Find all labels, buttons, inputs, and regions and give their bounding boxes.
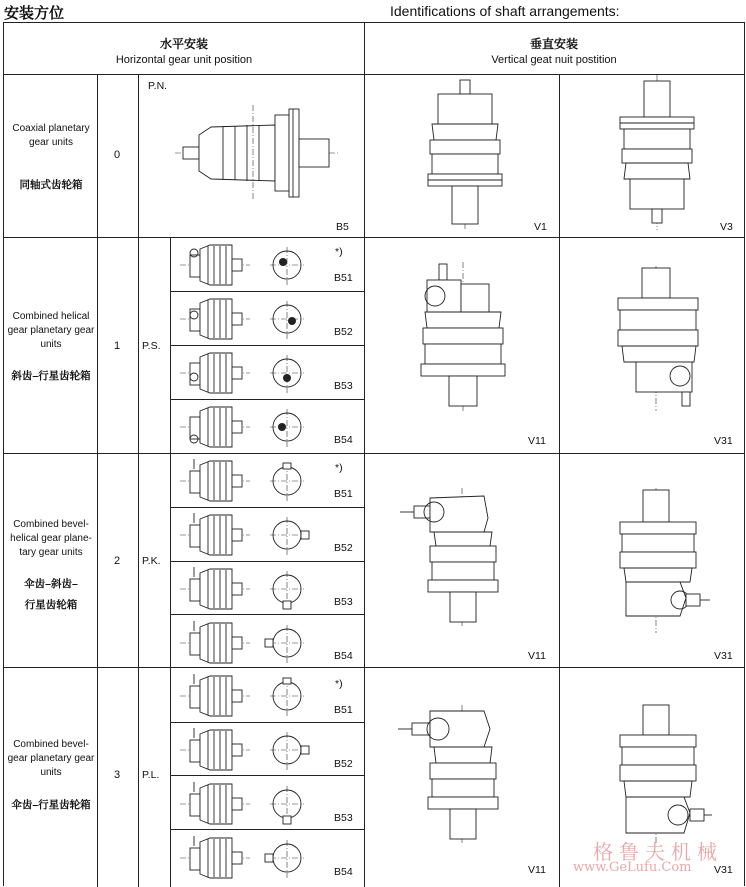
coaxial-vertical-v3-drawing — [612, 75, 702, 230]
position-code: B54 — [334, 434, 353, 446]
position-code: V31 — [714, 650, 733, 662]
horizontal-unit-drawing — [180, 619, 330, 669]
group-name-en: Coaxial planetary gear units — [12, 123, 90, 148]
position-code: B53 — [334, 380, 353, 392]
bevel-vertical-v31-drawing — [610, 705, 720, 845]
type-code: P.N. — [148, 80, 168, 92]
type-code: P.K. — [142, 555, 161, 567]
horizontal-unit-drawing — [180, 349, 330, 399]
position-code: B5 — [336, 221, 349, 233]
position-code: B52 — [334, 758, 353, 770]
group-name-en: Combined bevel-helical gear plane-tary gear units — [10, 519, 92, 558]
horizontal-unit-drawing — [180, 780, 330, 830]
watermark-url: www.GeLufu.Com — [573, 860, 692, 875]
position-code: B51 — [334, 488, 353, 500]
horizontal-unit-drawing — [180, 511, 330, 561]
group-name-cn: 同轴式齿轮箱 — [19, 179, 83, 191]
group-name-cn: 伞齿–行星齿轮箱 — [11, 799, 91, 811]
position-code: B53 — [334, 596, 353, 608]
position-code: B54 — [334, 650, 353, 662]
bevel-helical-vertical-v31-drawing — [610, 488, 720, 633]
page-title-cn: 安装方位 — [4, 5, 65, 22]
group-name-en: Combined bevel-gear planetary gear units — [7, 739, 95, 778]
footnote-mark: *) — [335, 462, 343, 474]
horizontal-unit-drawing — [180, 726, 330, 776]
position-code: V31 — [714, 864, 733, 876]
horizontal-header-cn: 水平安装 — [159, 37, 208, 51]
position-code: V11 — [528, 650, 546, 662]
helical-vertical-v11-drawing — [405, 262, 515, 412]
watermark-cn: 格鲁夫机械 — [593, 840, 723, 864]
vertical-header-en: Vertical geat nuit postition — [491, 54, 617, 66]
group-number: 3 — [114, 769, 121, 781]
position-code: B54 — [334, 866, 353, 878]
footnote-mark: *) — [335, 246, 343, 258]
page-title-en: Identifications of shaft arrangements: — [390, 3, 620, 19]
horizontal-unit-drawing — [180, 834, 330, 884]
coaxial-horizontal-drawing — [175, 105, 340, 200]
horizontal-unit-drawing — [180, 457, 330, 507]
group-name-en: Combined helical gear planetary gear units — [7, 311, 95, 350]
group-name-cn-line1: 伞齿–斜齿– — [24, 578, 78, 590]
position-code: V3 — [720, 221, 733, 233]
horizontal-unit-drawing — [180, 241, 330, 291]
bevel-helical-vertical-v11-drawing — [400, 488, 520, 628]
coaxial-vertical-v1-drawing — [420, 80, 510, 230]
position-code: V31 — [714, 435, 733, 447]
footnote-mark: *) — [335, 678, 343, 690]
horizontal-unit-drawing — [180, 295, 330, 345]
group-name-cn: 斜齿–行星齿轮箱 — [11, 370, 91, 382]
position-code: V11 — [528, 435, 546, 447]
group-number: 2 — [114, 555, 121, 567]
type-code: P.L. — [142, 769, 160, 781]
vertical-header-cn: 垂直安装 — [529, 37, 578, 51]
bevel-vertical-v11-drawing — [398, 705, 518, 845]
group-name-cn-line2: 行星齿轮箱 — [24, 599, 78, 611]
helical-vertical-v31-drawing — [610, 266, 710, 411]
group-number: 0 — [114, 149, 121, 161]
position-code: B53 — [334, 812, 353, 824]
group-number: 1 — [114, 340, 121, 352]
position-code: B51 — [334, 704, 353, 716]
position-code: B51 — [334, 272, 353, 284]
position-code: V1 — [534, 221, 547, 233]
horizontal-unit-drawing — [180, 403, 330, 453]
horizontal-header-en: Horizontal gear unit position — [115, 54, 253, 66]
horizontal-unit-drawing — [180, 672, 330, 722]
position-code: V11 — [528, 864, 546, 876]
type-code: P.S. — [142, 340, 161, 352]
position-code: B52 — [334, 326, 353, 338]
position-code: B52 — [334, 542, 353, 554]
horizontal-unit-drawing — [180, 565, 330, 615]
